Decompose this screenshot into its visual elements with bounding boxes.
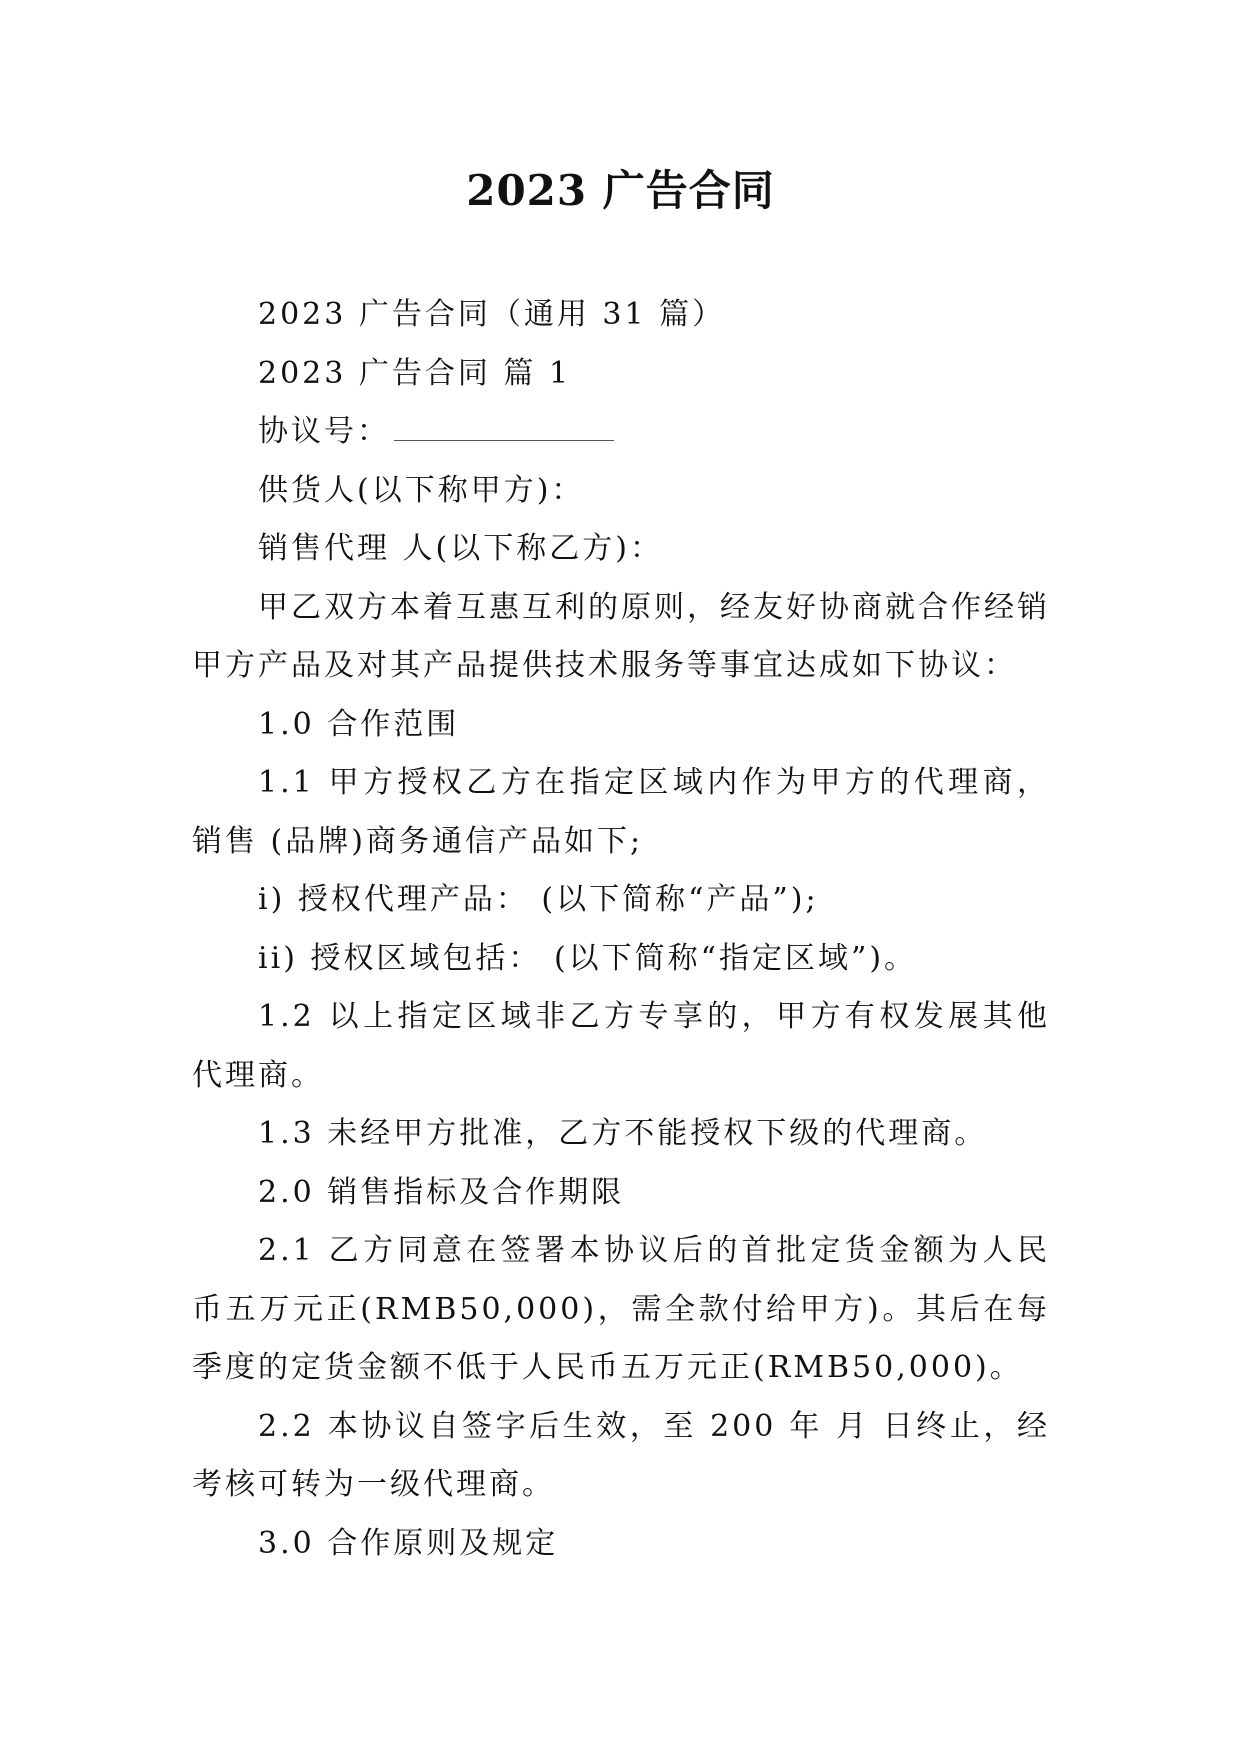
paragraph-clause-1-1-i: i) 授权代理产品： (以下简称“产品”); [258,882,819,917]
agreement-number-blank [394,408,614,441]
paragraph-subtitle: 2023 广告合同（通用 31 篇） [258,297,726,332]
paragraph-section-heading: 2023 广告合同 篇 1 [258,355,572,391]
paragraph-clause-2-1: 2.1 乙方同意在签署本协议后的首批定货金额为人民币五万元正(RMB50,000)，需全款付给甲方)。其后在每季度的定货金额不低于人民币五万元正(RMB50,000)。 [192,1233,1050,1385]
agreement-number-label: 协议号： [258,414,390,449]
paragraph-agreement-number [192,403,1050,462]
paragraph-clause-1-1: 1.1 甲方授权乙方在指定区域内作为甲方的代理商，销售 (品牌)商务通信产品如下; [192,765,1050,859]
paragraph-clause-3-0: 3.0 合作原则及规定 [258,1525,559,1561]
paragraph-preamble: 甲乙双方本着互惠互利的原则，经友好协商就合作经销甲方产品及对其产品提供技术服务等事宜达成如下协议： [192,589,1050,683]
paragraph-supplier: 供货人(以下称甲方)： [258,472,585,508]
document-body [192,286,1050,1573]
paragraph-agent: 销售代理 人(以下称乙方)： [258,531,663,566]
paragraph-clause-2-0: 2.0 销售指标及合作期限 [258,1174,625,1210]
paragraph-clause-1-2: 1.2 以上指定区域非乙方专享的，甲方有权发展其他代理商。 [192,999,1050,1093]
paragraph-clause-1-1-ii: ii) 授权区域包括： (以下简称“指定区域”)。 [258,940,918,976]
paragraph-clause-2-2: 2.2 本协议自签字后生效，至 200 年 月 日终止，经考核可转为一级代理商。 [192,1408,1050,1502]
paragraph-clause-1-0: 1.0 合作范围 [258,706,460,742]
paragraph-clause-1-3: 1.3 未经甲方批准，乙方不能授权下级的代理商。 [258,1116,988,1151]
document-title: 2023 广告合同 [466,166,775,215]
